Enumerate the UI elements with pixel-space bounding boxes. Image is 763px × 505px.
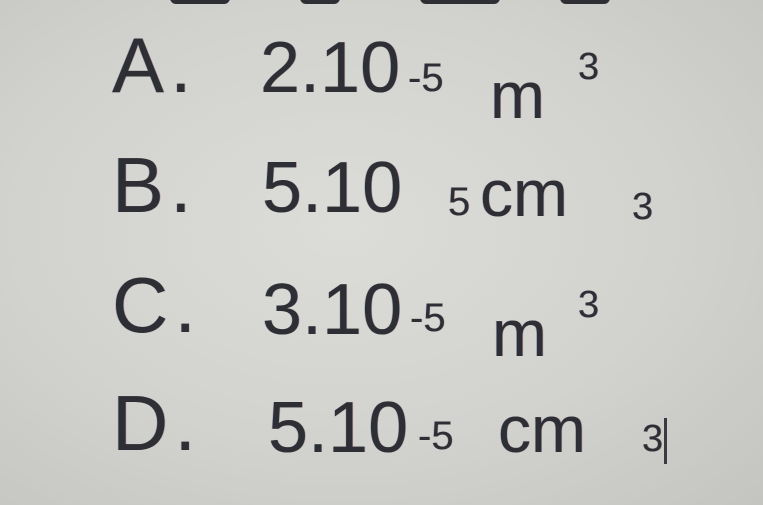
- option-a-coefficient: 2.10: [260, 28, 401, 108]
- option-a-exponent: -5: [408, 56, 444, 100]
- option-b-coefficient: 5.10: [262, 148, 403, 228]
- option-b-letter: B.: [112, 141, 198, 229]
- option-b[interactable]: [112, 138, 732, 248]
- option-c[interactable]: [112, 258, 732, 368]
- option-a-unit: m: [490, 58, 545, 132]
- option-b-exponent: 5: [448, 180, 471, 224]
- answer-options: [112, 0, 752, 505]
- option-c-power: 3: [578, 284, 600, 326]
- option-d-power: 3: [642, 418, 664, 460]
- option-a-letter: A.: [112, 21, 198, 109]
- option-b-unit: cm: [480, 156, 568, 230]
- text-cursor: [664, 418, 667, 464]
- option-d-exponent: -5: [418, 414, 454, 458]
- option-d-coefficient: 5.10: [268, 388, 409, 468]
- option-d[interactable]: [112, 378, 732, 488]
- option-c-letter: C.: [112, 261, 202, 349]
- option-c-exponent: -5: [410, 296, 446, 340]
- option-b-power: 3: [632, 186, 654, 228]
- option-c-unit: m: [492, 296, 547, 370]
- option-c-coefficient: 3.10: [262, 270, 403, 350]
- option-a-power: 3: [578, 46, 600, 88]
- option-d-unit: cm: [498, 392, 586, 466]
- option-d-letter: D.: [112, 379, 202, 467]
- option-a[interactable]: [112, 18, 732, 132]
